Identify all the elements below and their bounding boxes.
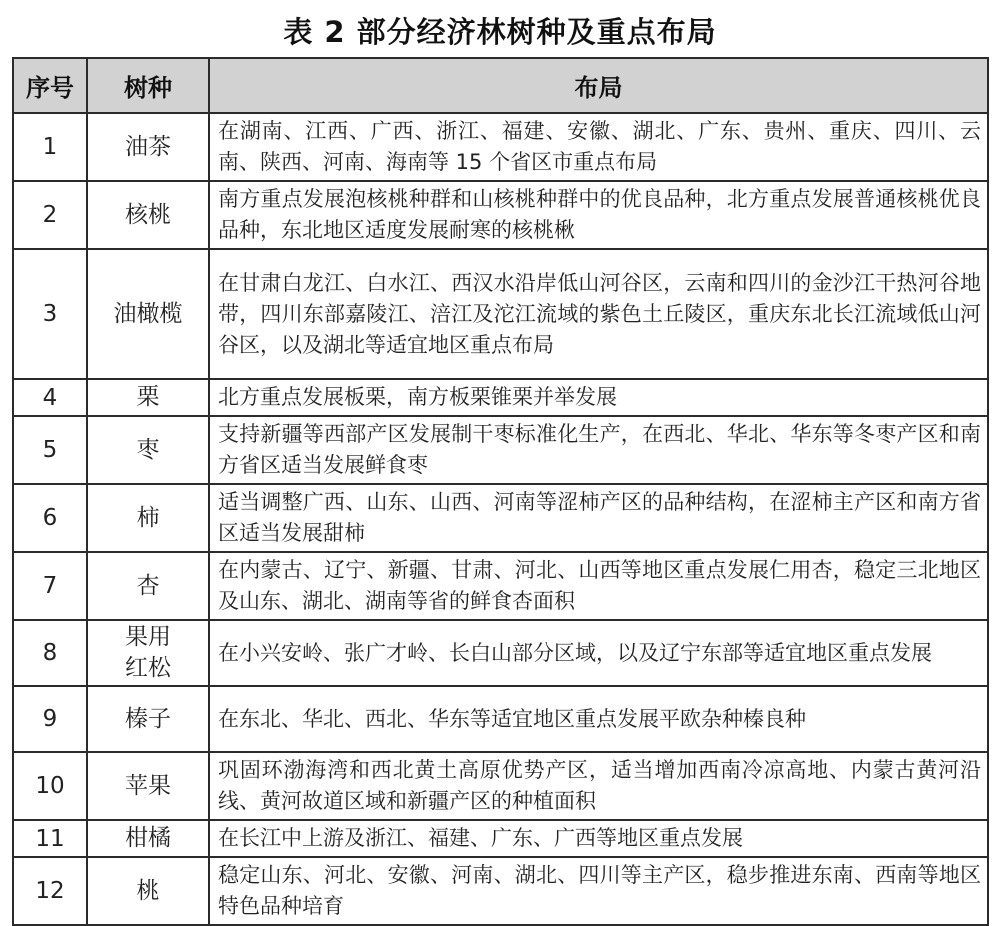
- species-label: 杏: [136, 572, 160, 599]
- row-number: 9: [13, 686, 87, 752]
- species-label: 枣: [136, 436, 160, 463]
- row-species: [87, 249, 209, 379]
- row-species: [87, 181, 209, 249]
- table-row: [13, 484, 988, 552]
- species-label: 栗: [136, 384, 160, 410]
- species-label: 油橄榄: [113, 300, 183, 327]
- row-number: 5: [13, 416, 87, 484]
- header-row: [13, 58, 988, 113]
- table-row: [13, 113, 988, 181]
- table-row: [13, 181, 988, 249]
- row-species: [87, 416, 209, 484]
- species-label: 油茶: [125, 133, 171, 160]
- row-layout: 适当调整广西、山东、山西、河南等涩柿产区的品种结构，在涩柿主产区和南方省区适当发展甜柿: [209, 484, 988, 552]
- row-species: [87, 752, 209, 820]
- row-species: [87, 820, 209, 857]
- table-row: [13, 379, 988, 416]
- table-row: [13, 416, 988, 484]
- header-number: 序号: [13, 58, 87, 113]
- row-layout: 巩固环渤海湾和西北黄土高原优势产区，适当增加西南冷凉高地、内蒙古黄河沿线、黄河故道区域和新疆产区的种植面积: [209, 752, 988, 820]
- row-layout: 南方重点发展泡核桃种群和山核桃种群中的优良品种，北方重点发展普通核桃优良品种，东北地区适度发展耐寒的核桃楸: [209, 181, 988, 249]
- table-row: [13, 752, 988, 820]
- table-row: [13, 686, 988, 752]
- row-layout: 在甘肃白龙江、白水江、西汉水沿岸低山河谷区，云南和四川的金沙江干热河谷地带，四川东部嘉陵江、涪江及沱江流域的紫色土丘陵区，重庆东北长江流域低山河谷区，以及湖北等适宜地区重点布局: [209, 249, 988, 379]
- row-number: 6: [13, 484, 87, 552]
- row-layout: 在小兴安岭、张广才岭、长白山部分区域，以及辽宁东部等适宜地区重点发展: [209, 620, 988, 686]
- species-label: 柿: [136, 504, 160, 531]
- row-number: 12: [13, 857, 87, 925]
- row-layout: 北方重点发展板栗，南方板栗锥栗并举发展: [209, 379, 988, 416]
- row-number: 11: [13, 820, 87, 857]
- header-species: 树种: [87, 58, 209, 113]
- row-layout: 在东北、华北、西北、华东等适宜地区重点发展平欧杂种榛良种: [209, 686, 988, 752]
- row-number: 10: [13, 752, 87, 820]
- row-number: 3: [13, 249, 87, 379]
- row-species: [87, 113, 209, 181]
- table-row: [13, 820, 988, 857]
- species-label: 柑橘: [125, 825, 171, 851]
- row-species: [87, 857, 209, 925]
- row-number: 1: [13, 113, 87, 181]
- row-species: [87, 620, 209, 686]
- species-label: 苹果: [125, 772, 171, 799]
- row-number: 4: [13, 379, 87, 416]
- row-species: [87, 379, 209, 416]
- row-layout: 支持新疆等西部产区发展制干枣标准化生产，在西北、华北、华东等冬枣产区和南方省区适当发展鲜食枣: [209, 416, 988, 484]
- table-title: 表 2 部分经济林树种及重点布局: [283, 15, 717, 49]
- row-number: 7: [13, 552, 87, 620]
- species-label: 桃: [136, 877, 160, 904]
- row-number: 2: [13, 181, 87, 249]
- row-species: [87, 552, 209, 620]
- table-row: [13, 857, 988, 925]
- header-layout: 布局: [209, 58, 988, 113]
- row-layout: 在内蒙古、辽宁、新疆、甘肃、河北、山西等地区重点发展仁用杏，稳定三北地区及山东、湖北、湖南等省的鲜食杏面积: [209, 552, 988, 620]
- species-label: 核桃: [125, 201, 171, 228]
- row-species: [87, 484, 209, 552]
- row-species: [87, 686, 209, 752]
- species-label: 果用红松: [125, 624, 171, 681]
- species-layout-table: [12, 57, 989, 926]
- row-layout: 在湖南、江西、广西、浙江、福建、安徽、湖北、广东、贵州、重庆、四川、云南、陕西、河南、海南等 15 个省区市重点布局: [209, 113, 988, 181]
- row-layout: 在长江中上游及浙江、福建、广东、广西等地区重点发展: [209, 820, 988, 857]
- table-row: [13, 552, 988, 620]
- table-row: [13, 620, 988, 686]
- row-number: 8: [13, 620, 87, 686]
- species-label: 榛子: [125, 705, 171, 732]
- row-layout: 稳定山东、河北、安徽、河南、湖北、四川等主产区，稳步推进东南、西南等地区特色品种培育: [209, 857, 988, 925]
- table-row: [13, 249, 988, 379]
